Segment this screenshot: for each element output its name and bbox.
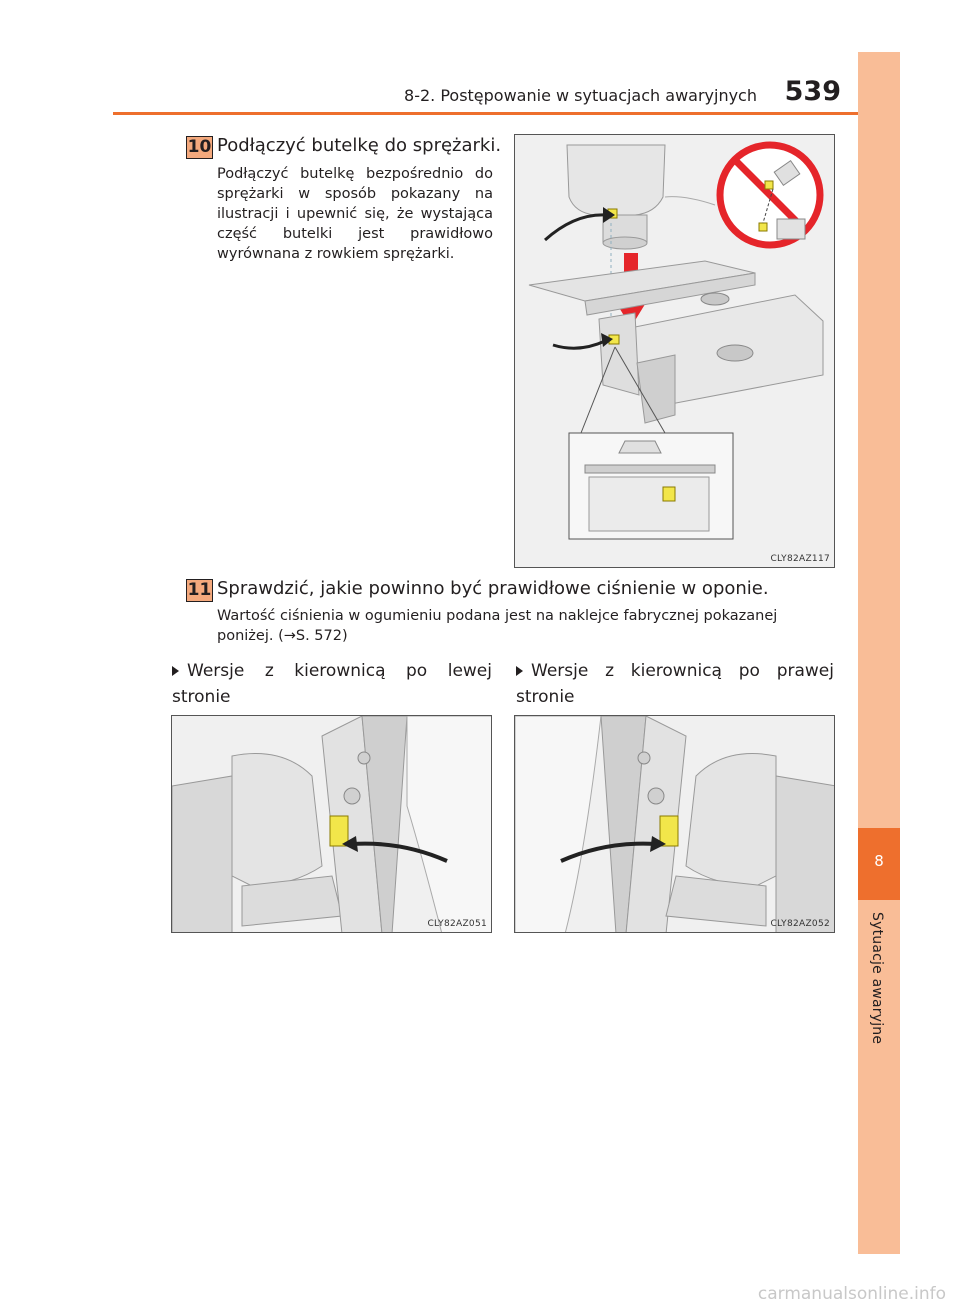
chapter-label: Sytuacje awaryjne <box>869 912 885 1045</box>
figure-code: CLY82AZ117 <box>770 554 830 564</box>
variant-right-hand-drive <box>516 658 834 710</box>
chapter-number: 8 <box>874 852 884 870</box>
step-title: Sprawdzić, jakie powinno być prawidłowe ciśnienie w oponie. <box>217 578 769 599</box>
door-pillar-drawing <box>172 716 492 933</box>
variant-left-hand-drive <box>172 658 492 710</box>
variant-label: Wersje z kierownicą po lewej stronie <box>172 661 492 707</box>
page-header <box>0 76 845 112</box>
step-description: Podłączyć butelkę bezpośrednio do sprężarki w sposób pokazany na ilustracji i upewnić się, że wystająca część butelki jest prawidłowo wyrównana z rowkiem sprężarki. <box>217 166 493 262</box>
step-number-badge: 10 <box>187 137 212 157</box>
page-number: 539 <box>784 76 841 107</box>
step-title: Podłączyć butelkę do sprężarki. <box>217 135 502 156</box>
door-pillar-label-illustration <box>514 715 835 933</box>
compressor-bottle-illustration <box>514 134 835 568</box>
step-description: Wartość ciśnienia w ogumieniu podana jest na naklejce fabrycznej pokazanej poniżej. (→S. 572) <box>217 608 778 644</box>
compressor-bottle-drawing <box>515 135 835 568</box>
variant-label: Wersje z kierownicą po prawej stronie <box>516 661 834 707</box>
figure-code: CLY82AZ051 <box>427 919 487 929</box>
door-pillar-drawing <box>515 716 835 933</box>
section-title: 8-2. Postępowanie w sytuacjach awaryjnych <box>404 86 757 105</box>
bullet-triangle-icon <box>172 666 179 676</box>
door-pillar-label-illustration <box>171 715 492 933</box>
chapter-side-tab <box>858 52 900 1254</box>
step-number-badge: 11 <box>187 580 212 600</box>
header-rule <box>113 112 858 115</box>
bullet-triangle-icon <box>516 666 523 676</box>
figure-code: CLY82AZ052 <box>770 919 830 929</box>
watermark: carmanualsonline.info <box>757 1284 946 1304</box>
